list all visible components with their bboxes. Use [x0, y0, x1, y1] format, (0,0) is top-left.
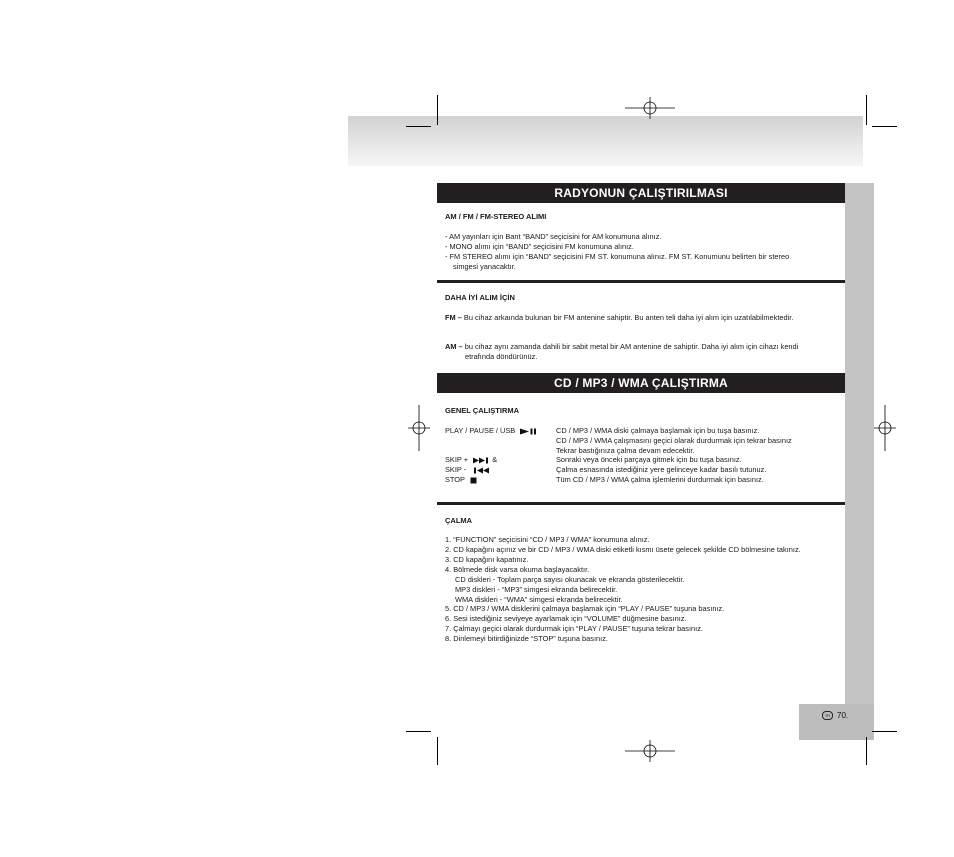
playback-step-detail: MP3 diskleri - “MP3” simgesi ekranda belirecektir. [455, 585, 618, 594]
play-pause-desc-2: CD / MP3 / WMA çalışmasını geçici olarak durdurmak için tekrar basınız [556, 436, 792, 445]
crop-mark [872, 126, 897, 127]
playback-step: 6. Sesi istediğiniz seviyeye ayarlamak için “VOLUME” düğmesine basınız. [445, 614, 687, 623]
playback-step: 4. Bölmede disk varsa okuma başlayacaktır. [445, 565, 590, 574]
subheading-am-fm: AM / FM / FM-STEREO ALIMI [445, 212, 547, 221]
radio-line: - FM STEREO alımı için “BAND” seçicisini FM ST. konumuna alınız. FM ST. Konumunu belirten bir stereo [445, 252, 790, 261]
play-pause-text: PLAY / PAUSE / USB [445, 426, 516, 435]
am-antenna-text [445, 342, 798, 352]
skip-plus-label [445, 455, 497, 464]
header-band [348, 116, 863, 166]
stop-text: STOP [445, 475, 465, 484]
playback-step: 7. Çalmayı geçici olarak durdurmak için “PLAY / PAUSE” tuşuna tekrar basınız. [445, 624, 703, 633]
skip-plus-amp: & [492, 455, 498, 464]
radio-line: - AM yayınları için Bant “BAND” seçicisini for AM konumuna alınız. [445, 232, 662, 241]
am-description: bu cihaz aynı zamanda dahili bir sabit metal bir AM antenine de sahiptir. Daha iyi alım için cihazı kendi [462, 342, 799, 351]
playback-step: 2. CD kapağını açınız ve bir CD / MP3 / WMA diski etiketli kısmı üsete gelecek şekilde CD bölmesine takınız. [445, 545, 801, 554]
section-title-radio: RADYONUN ÇALIŞTIRILMASI [437, 183, 845, 203]
subheading-general-operation: GENEL ÇALIŞTIRMA [445, 406, 520, 415]
crop-mark [437, 95, 438, 125]
fm-label: FM – [445, 313, 462, 322]
registration-mark-icon [874, 405, 896, 451]
stop-icon [470, 477, 478, 484]
section-title-cd: CD / MP3 / WMA ÇALIŞTIRMA [437, 373, 845, 393]
radio-line: - MONO alımı için “BAND” seçicisini FM konumuna alınız. [445, 242, 634, 251]
play-pause-label [445, 426, 537, 435]
play-pause-icon [520, 428, 537, 435]
subheading-playback: ÇALMA [445, 516, 473, 525]
playback-step-detail: WMA diskleri - “WMA” simgesi ekranda belirecektir. [455, 595, 623, 604]
registration-mark-icon [408, 405, 430, 451]
subheading-better-reception: DAHA İYİ ALIM İÇİN [445, 293, 515, 302]
playback-step-detail: CD diskleri - Toplam parça sayısı okunacak ve ekranda gösterilecektir. [455, 575, 685, 584]
skip-minus-label [445, 465, 490, 474]
playback-step: 3. CD kapağını kapatınız. [445, 555, 529, 564]
playback-step: 5. CD / MP3 / WMA disklerini çalmaya başlamak için “PLAY / PAUSE” tuşuna basınız. [445, 604, 725, 613]
am-label: AM – [445, 342, 463, 351]
registration-mark-icon [625, 97, 675, 119]
skip-minus-desc: Çalma esnasında istediğiniz yere gelinceye kadar basılı tutunuz. [556, 465, 767, 474]
playback-step: 1. “FUNCTION” seçicisini “CD / MP3 / WMA” konumuna alınız. [445, 535, 650, 544]
crop-mark [866, 95, 867, 125]
crop-mark [406, 126, 431, 127]
skip-plus-desc: Sonraki veya önceki parçaya gitmek için bu tuşa basınız. [556, 455, 742, 464]
play-pause-desc-3: Tekrar bastığınıza çalma devam edecektir. [556, 446, 695, 455]
side-tab [845, 183, 874, 740]
page-number [822, 711, 848, 720]
stop-desc: Tüm CD / MP3 / WMA çalma işlemlerini durdurmak için basınız. [556, 475, 764, 484]
page-number-text: 70. [837, 711, 849, 720]
registration-mark-icon [625, 740, 675, 762]
section-divider [437, 280, 845, 283]
fm-antenna-text [445, 313, 793, 323]
section-divider [437, 502, 845, 505]
crop-mark [437, 737, 438, 765]
language-badge-icon: TR [822, 711, 833, 720]
crop-mark [872, 731, 897, 732]
skip-forward-icon [473, 457, 490, 464]
radio-line: simgesi yanacaktır. [453, 262, 516, 271]
skip-minus-text: SKIP - [445, 465, 467, 474]
skip-plus-text: SKIP + [445, 455, 469, 464]
stop-label [445, 475, 478, 484]
crop-mark [406, 731, 431, 732]
skip-back-icon [474, 467, 490, 474]
playback-step: 8. Dinlemeyi bitirdiğinizde “STOP” tuşuna basınız. [445, 634, 608, 643]
am-antenna-text-cont: etrafında döndürünüz. [465, 352, 538, 361]
page-number-box [799, 704, 874, 740]
crop-mark [866, 737, 867, 765]
play-pause-desc-1: CD / MP3 / WMA diski çalmaya başlamak için bu tuşa basınız. [556, 426, 760, 435]
fm-description: Bu cihaz arkaında bulunan bir FM antenine sahiptir. Bu anten teli daha iyi alım için uzatılabilmektedir. [461, 313, 794, 322]
